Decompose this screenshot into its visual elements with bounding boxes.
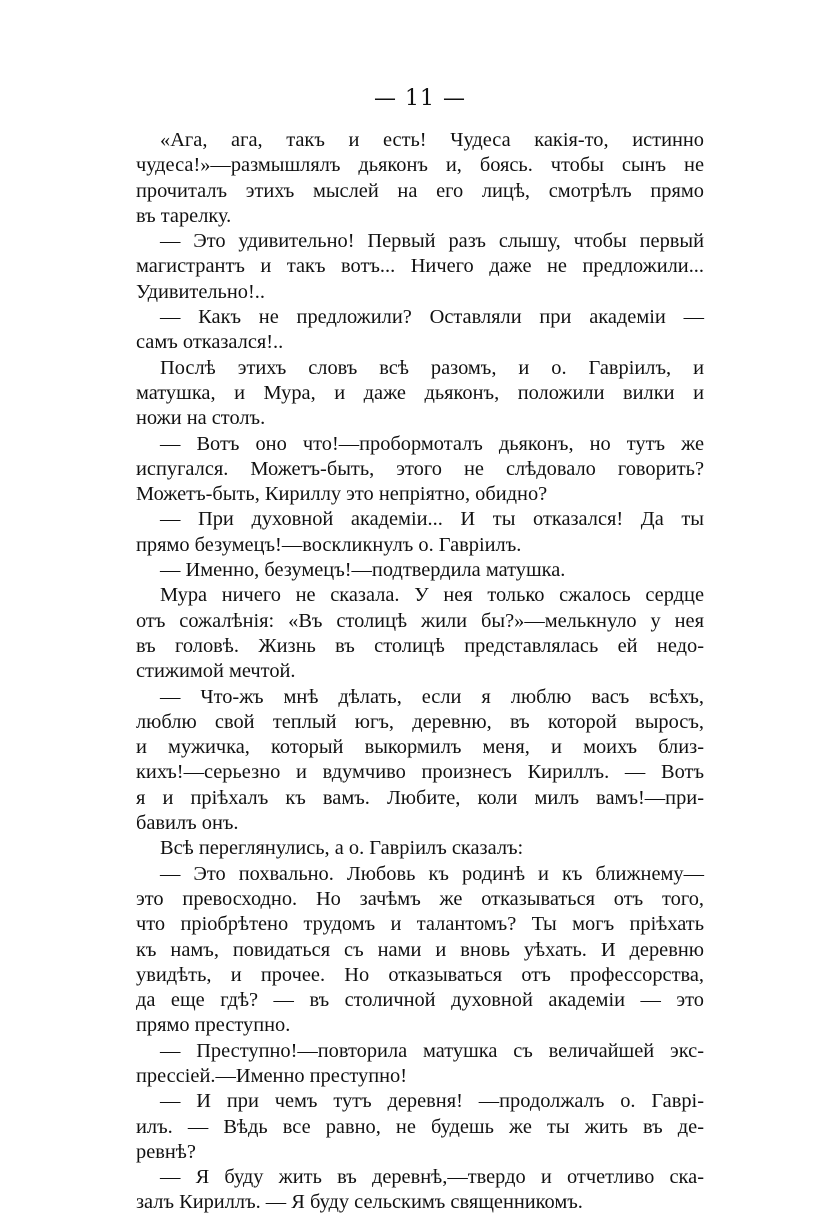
text-line: люблю свой теплый югъ, деревню, въ которой выросъ, [136, 710, 704, 733]
text-line: — Преступно!—повторила матушка съ величайшей экс- [160, 1039, 704, 1062]
text-line: — Какъ не предложили? Оставляли при академіи — [160, 306, 704, 329]
text-line: прочиталъ этихъ мыслей на его лицѣ, смотрѣлъ прямо [136, 179, 704, 202]
text-line: Мура ничего не сказала. У нея только сжалось сердце [160, 584, 704, 607]
text-line: — Вотъ оно что!—пробормоталъ дьяконъ, но тутъ же [160, 432, 704, 455]
text-line: въ тарелку. [136, 204, 232, 227]
text-line: магистрантъ и такъ вотъ... Ничего даже не предложили... [136, 255, 704, 278]
text-line: испугался. Можетъ-быть, этого не слѣдовало говорить? [136, 457, 704, 480]
text-line: — При духовной академіи... И ты отказался! Да ты [160, 508, 704, 531]
text-line: бавилъ онъ. [136, 812, 239, 835]
text-line: — Именно, безумецъ!—подтвердила матушка. [160, 559, 566, 582]
text-line: «Ага, ага, такъ и есть! Чудеса какія-то, истинно [160, 129, 704, 151]
text-line: въ головѣ. Жизнь въ столицѣ представлялась ей недо- [136, 634, 704, 657]
text-line: Удивительно!.. [136, 280, 265, 303]
body-text [136, 128, 704, 1216]
text-line: чудеса!»—размышлялъ дьяконъ и, боясь. чтобы сынъ не [136, 154, 704, 177]
text-line: ножи на столъ. [136, 407, 266, 430]
text-line: — И при чемъ тутъ деревня! —продолжалъ о. Гаврі- [160, 1090, 704, 1113]
text-line: залъ Кириллъ. — Я буду сельскимъ священникомъ. [136, 1191, 583, 1214]
page-number: — 11 — [374, 86, 466, 111]
text-line: — Это удивительно! Первый разъ слышу, чтобы первый [160, 230, 704, 253]
text-line: прессіей.—Именно преступно! [136, 1064, 408, 1087]
text-line: — Что-жъ мнѣ дѣлать, если я люблю васъ всѣхъ, [160, 685, 704, 708]
text-line: Послѣ этихъ словъ всѣ разомъ, и о. Гавріилъ, и [160, 356, 704, 379]
text-line: ревнѣ? [136, 1140, 196, 1163]
text-line: прямо преступно. [136, 1014, 291, 1037]
text-line: самъ отказался!.. [136, 331, 284, 354]
text-line: матушка, и Мура, и даже дьяконъ, положили вилки и [136, 381, 704, 404]
text-line: что пріобрѣтено трудомъ и талантомъ? Ты могъ пріѣхать [136, 913, 704, 936]
text-line: — Я буду жить въ деревнѣ,—твердо и отчетливо ска- [160, 1166, 704, 1189]
text-line: отъ сожалѣнія: «Въ столицѣ жили бы?»—мелькнуло у нея [136, 609, 704, 632]
text-line: кихъ!—серьезно и вдумчиво произнесъ Кириллъ. — Вотъ [136, 761, 704, 784]
text-line: увидѣть, и прочее. Но отказываться отъ профессорства, [136, 963, 704, 986]
text-line: Всѣ переглянулись, а о. Гавріилъ сказалъ: [160, 837, 524, 860]
text-line: я и пріѣхалъ къ вамъ. Любите, коли милъ вамъ!—при- [136, 786, 704, 809]
text-line: — Это похвально. Любовь къ родинѣ и къ ближнему— [160, 862, 704, 885]
text-line: илъ. — Вѣдь все равно, не будешь же ты жить въ де- [136, 1115, 704, 1138]
text-line: и мужичка, который выкормилъ меня, и моихъ близ- [136, 736, 704, 759]
text-line: прямо безумецъ!—воскликнулъ о. Гавріилъ. [136, 533, 522, 556]
text-line: это превосходно. Но зачѣмъ же отказываться отъ того, [136, 887, 704, 910]
text-line: къ намъ, повидаться съ нами и вновь уѣхать. И деревню [136, 938, 704, 961]
text-line: Можетъ-быть, Кириллу это непріятно, обидно? [136, 483, 548, 506]
text-line: да еще гдѣ? — въ столичной духовной академіи — это [136, 989, 704, 1012]
text-line: стижимой мечтой. [136, 660, 296, 683]
